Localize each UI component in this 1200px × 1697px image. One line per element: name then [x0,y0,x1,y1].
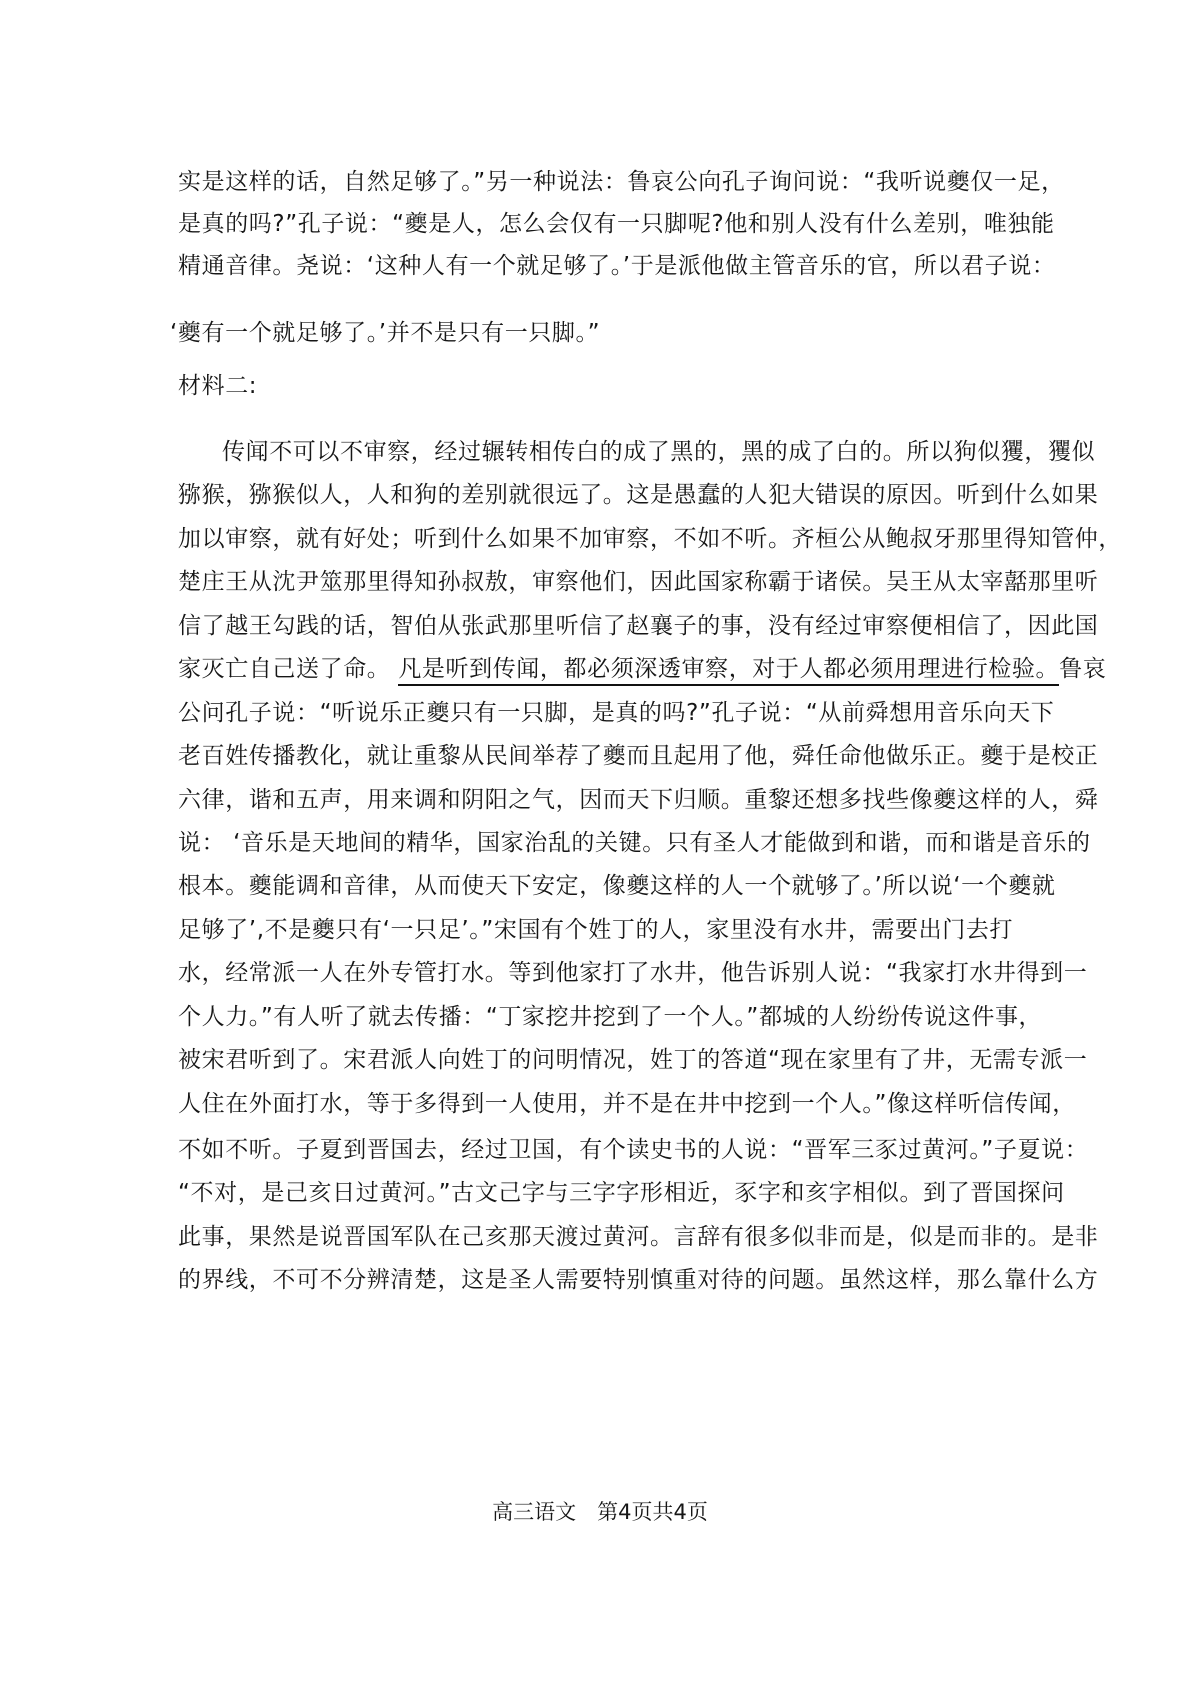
text-line: 六律，谐和五声，用来调和阴阳之气，因而天下归顺。重黎还想多找些像夔这样的人，舜 [178,787,1099,813]
text-line: 此事，果然是说晋国军队在己亥那天渡过黄河。言辞有很多似非而是，似是而非的。是非 [178,1224,1099,1250]
text-line: 楚庄王从沈尹筮那里得知孙叔敖，审察他们，因此国家称霸于诸侯。吴王从太宰嚭那里听 [178,569,1099,595]
text-segment: 鲁哀 [1059,656,1107,682]
text-line: 是真的吗?”孔子说：“夔是人，怎么会仅有一只脚呢?他和别人没有什么差别，唯独能 [178,211,1055,237]
text-line: “不对，是己亥日过黄河。”古文己字与三字字形相近，豕字和亥字相似。到了晋国探问 [178,1180,1065,1206]
text-line: 公问孔子说：“听说乐正夔只有一只脚，是真的吗?”孔子说：“从前舜想用音乐向天下 [178,700,1055,726]
text-line: 实是这样的话，自然足够了。”另一种说法：鲁哀公向孔子询问说：“我听说夔仅一足， [178,169,1065,195]
text-line: 水，经常派一人在外专管打水。等到他家打了水井，他告诉别人说：“我家打水井得到一 [178,960,1088,986]
underlined-sentence: 凡是听到传闻，都必须深透审察，对于人都必须用理进行检验。 [398,656,1059,686]
text-line: 猕猴，猕猴似人，人和狗的差别就很远了。这是愚蠢的人犯大错误的原因。听到什么如果 [178,482,1099,508]
paragraph-first-line: 传闻不可以不审察，经过辗转相传白的成了黑的，黑的成了白的。所以狗似玃，玃似 [222,439,1096,465]
page-footer: 高三语文 第4页共4页 [492,1500,708,1524]
text-line: 精通音律。尧说：‘这种人有一个就足够了。’于是派他做主管音乐的官，所以君子说： [178,253,1056,279]
text-line: 人住在外面打水，等于多得到一人使用，并不是在井中挖到一个人。”像这样听信传闻， [178,1091,1076,1117]
section-heading: 材料二: [178,373,258,399]
text-segment: 家灭亡自己送了命。 [178,656,399,682]
text-line: 信了越王勾践的话，智伯从张武那里听信了赵襄子的事，没有经过审察便相信了，因此国 [178,613,1099,639]
text-line: 个人力。”有人听了就去传播：“丁家挖井挖到了一个人。”都城的人纷纷传说这件事， [178,1004,1043,1030]
text-line: 老百姓传播教化，就让重黎从民间举荐了夔而且起用了他，舜任命他做乐正。夔于是校正 [178,743,1099,769]
text-line: 被宋君听到了。宋君派人向姓丁的问明情况，姓丁的答道“现在家里有了井，无需专派一 [178,1047,1088,1073]
text-line: 足够了’,不是夔只有‘一只足’。”宋国有个姓丁的人，家里没有水井，需要出门去打 [178,917,1014,943]
text-line: 的界线，不可不分辨清楚，这是圣人需要特别慎重对待的问题。虽然这样，那么靠什么方 [178,1267,1099,1293]
text-line: 加以审察，就有好处；听到什么如果不加审察，不如不听。齐桓公从鲍叔牙那里得知管仲， [178,526,1122,552]
text-line: 根本。夔能调和音律，从而使天下安定，像夔这样的人一个就够了。’所以说‘一个夔就 [178,873,1056,899]
text-line-with-underline [178,654,1106,684]
text-line: 说： ‘音乐是天地间的精华，国家治乱的关键。只有圣人才能做到和谐，而和谐是音乐的 [178,830,1091,856]
text-line: ‘夔有一个就足够了。’并不是只有一只脚。” [170,320,601,346]
text-line: 不如不听。子夏到晋国去，经过卫国，有个读史书的人说：“晋军三豕过黄河。”子夏说： [178,1137,1089,1163]
